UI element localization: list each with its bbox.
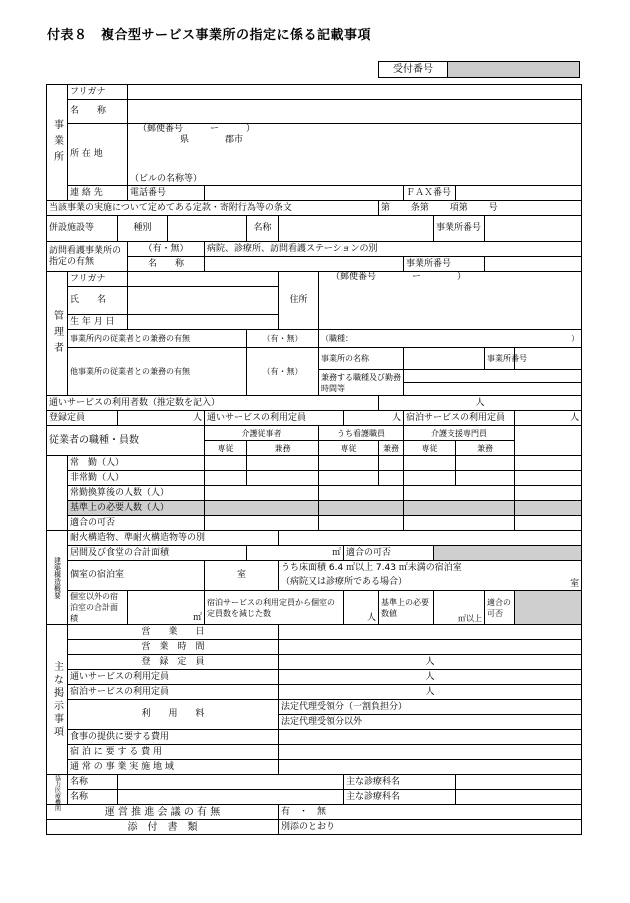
kanrisha-inner-yesno[interactable]: （有・無）	[247, 330, 319, 348]
manager-part: 兼務	[456, 441, 515, 456]
coop-name-field-2[interactable]	[118, 790, 344, 805]
kanrisha-office-name-label: 事業所の名称	[319, 348, 404, 370]
staff-cell[interactable]	[319, 471, 379, 486]
nurse-part: 兼務	[379, 441, 404, 456]
jigyosho-postal: （郵便番号 ー ）	[138, 124, 256, 134]
heisetsu-label: 併設施設等	[47, 216, 118, 242]
care-full: 専従	[205, 441, 247, 456]
kayoi-cap-unit: 人	[391, 412, 401, 423]
kanrisha-duty-job-label: 兼務する職種及び勤務時間等	[319, 370, 404, 396]
coop-name-label-1: 名称	[68, 775, 118, 790]
staff-cell[interactable]	[247, 456, 319, 471]
kanrisha-other-duty-label: 他事業所の従業者との兼務の有無	[68, 348, 247, 396]
staff-cell[interactable]	[205, 456, 247, 471]
jigyosho-furigana-field[interactable]	[128, 85, 582, 100]
posting-kayoi-unit: 人	[425, 671, 435, 682]
reg-cap-label: 登録定員	[47, 411, 118, 426]
kanrisha-office-name-field[interactable]	[404, 348, 485, 370]
receipt-number-label: 受付番号	[379, 62, 448, 77]
area-unit: ㎡	[331, 547, 341, 558]
jigyosho-fax-label: ＦＡＸ番号	[404, 186, 456, 201]
kanrisha-inner-duty-label: 事業所内の従業者との兼務の有無	[68, 330, 247, 348]
posting-proxy1: 法定代理受領分（一割負担分）	[279, 700, 582, 715]
coop-header: 協力医療機関	[47, 775, 68, 805]
council-label: 運 営 推 進 会 議 の 有 無	[47, 805, 279, 820]
kanrisha-position-label: （職種：	[321, 334, 353, 343]
staff-cell[interactable]	[205, 501, 319, 516]
staff-cell[interactable]	[404, 471, 456, 486]
hospital-note: （病院又は診療所である場合）	[279, 576, 485, 591]
staff-row-label: 常勤換算後の人数（人）	[68, 486, 205, 501]
staff-cell[interactable]	[404, 516, 515, 531]
coop-name-label-2: 名称	[68, 790, 118, 805]
articles-field[interactable]	[379, 201, 582, 216]
staff-cell[interactable]	[205, 486, 319, 501]
staff-cell[interactable]	[319, 456, 379, 471]
kanrisha-other-yesno[interactable]: （有・無）	[247, 348, 319, 396]
council-yesno[interactable]: 有 ・ 無	[279, 805, 582, 820]
staff-cell[interactable]	[205, 471, 247, 486]
posting-days: 営 業 日	[68, 625, 279, 640]
coop-dept-label-1: 主な診療科名	[344, 775, 456, 790]
posting-proxy2: 法定代理受領分以外	[279, 715, 582, 730]
shuku-cap-unit: 人	[570, 412, 580, 423]
staff-blank	[515, 426, 582, 456]
posting-reg-field[interactable]	[279, 655, 582, 670]
posting-shuku-field[interactable]	[279, 685, 582, 700]
posting-fee: 利 用 料	[68, 700, 279, 730]
staff-cell[interactable]	[404, 486, 515, 501]
houmon-number-field[interactable]	[485, 257, 582, 272]
staff-label: 従業者の職種・員数	[47, 426, 205, 456]
attach-value: 別添のとおり	[279, 820, 582, 835]
articles-label: 当該事業の実施について定めてある定款・寄附行為等の条文	[47, 201, 379, 216]
floor-area-unit: 室	[570, 579, 580, 589]
jigyosho-pref-city: 県 郡市	[180, 135, 244, 145]
posting-reg-unit: 人	[425, 656, 435, 667]
posting-reg: 登 録 定 員	[68, 655, 279, 670]
floor-area-label: うち床面積 6.4 ㎡以上 7.43 ㎡未満の宿泊室	[279, 561, 582, 576]
kanrisha-duty-job-field-2[interactable]	[404, 383, 582, 396]
private-room-unit: 室	[236, 570, 246, 580]
manager-full: 専従	[404, 441, 456, 456]
staff-cell[interactable]	[205, 516, 319, 531]
posting-shuku: 宿泊サービスの利用定員	[68, 685, 279, 700]
staff-row-label: 非常勤（人）	[68, 471, 205, 486]
heisetsu-number-field[interactable]	[485, 216, 582, 242]
articles-dai: 第	[381, 202, 391, 213]
posting-kayoi: 通いサービスの利用定員	[68, 670, 279, 685]
houmon-label: 訪問看護事業所の指定の有無	[47, 242, 128, 272]
receipt-number-box	[378, 61, 580, 78]
articles-go: 号	[488, 202, 498, 213]
ok2-label: 適合の可否	[485, 591, 515, 625]
staff-cell[interactable]	[404, 501, 515, 516]
receipt-number-field[interactable]	[448, 62, 579, 77]
heisetsu-name-field[interactable]	[279, 216, 434, 242]
staff-cell[interactable]	[319, 486, 404, 501]
houmon-yesno[interactable]: （有・無）	[128, 242, 205, 257]
posting-meal: 食事の提供に要する費用	[68, 730, 279, 745]
coop-dept-field-1[interactable]	[456, 775, 582, 790]
staff-manager-header: 介護支援専門員	[404, 426, 515, 441]
houmon-name-field[interactable]	[205, 257, 404, 272]
other-area-field[interactable]	[128, 591, 205, 625]
area-field[interactable]	[247, 546, 344, 561]
jigyosho-name-label: 名 称	[68, 100, 128, 124]
private-room-label: 個室の宿泊室	[68, 561, 205, 591]
kanrisha-furigana-label: フリガナ	[68, 272, 128, 287]
heisetsu-name-label: 名称	[247, 216, 279, 242]
jigyosho-contact-label: 連 絡 先	[68, 186, 128, 201]
jigyosho-name-field[interactable]	[128, 100, 582, 124]
coop-dept-field-2[interactable]	[456, 790, 582, 805]
coop-name-field-1[interactable]	[118, 775, 344, 790]
staff-cell[interactable]	[247, 471, 319, 486]
jigyosho-building: （ビルの名称等）	[128, 154, 582, 186]
staff-cell[interactable]	[379, 471, 404, 486]
reg-cap-unit: 人	[192, 412, 202, 423]
heisetsu-number-label: 事業所番号	[434, 216, 485, 242]
kanrisha-duty-job-field-1[interactable]	[404, 370, 582, 383]
care-part: 兼務	[247, 441, 319, 456]
standard-unit: ㎡以上	[458, 614, 482, 623]
kanrisha-position-field[interactable]	[319, 330, 582, 348]
kanrisha-name-label: 氏 名	[68, 287, 128, 315]
kayoi-cap-label: 通いサービスの利用定員	[205, 411, 344, 426]
kanrisha-dob-label: 生 年 月 日	[68, 315, 128, 330]
articles-jo: 条第	[410, 202, 429, 213]
staff-cell[interactable]	[456, 456, 515, 471]
ok2-field[interactable]	[515, 591, 582, 625]
shuku-cap-note: 宿泊サービスの利用定員から個室の定員数を減じた数	[205, 591, 344, 625]
kanrisha-office-number-label: 事業所番号	[485, 348, 515, 370]
staff-row-label: 適合の可否	[68, 516, 205, 531]
kanrisha-address-field[interactable]	[319, 272, 582, 330]
jigyosho-furigana-label: フリガナ	[68, 85, 128, 100]
posting-hours: 営 業 時 間	[68, 640, 279, 655]
posting-area-field[interactable]	[279, 760, 582, 775]
jigyosho-tel-label: 電話番号	[128, 186, 205, 201]
area-label: 居間及び食堂の合計面積	[68, 546, 247, 561]
building-header: 建築構造概要	[47, 531, 68, 625]
kanrisha-header: 管理者	[47, 272, 68, 396]
kayoi-cap-field[interactable]	[344, 411, 404, 426]
page-title: 付表８ 複合型サービス事業所の指定に係る記載事項	[47, 28, 372, 43]
posting-days-field[interactable]	[279, 625, 582, 640]
heisetsu-type-label: 種別	[118, 216, 168, 242]
posting-kayoi-field[interactable]	[279, 670, 582, 685]
staff-cell[interactable]	[379, 456, 404, 471]
standard-label: 基準上の必要数値	[379, 591, 434, 625]
other-area-unit: ㎡	[192, 613, 202, 623]
private-room-field[interactable]	[205, 561, 279, 591]
floor-area-field[interactable]	[485, 576, 582, 591]
articles-ko: 項第	[449, 202, 468, 213]
shuku-cap-field[interactable]	[515, 411, 582, 426]
houmon-name-label: 名 称	[128, 257, 205, 272]
area-ok-field[interactable]	[434, 546, 582, 561]
jigyosho-tel-field[interactable]	[205, 186, 404, 201]
staff-row-label: 基準上の必要人数（人）	[68, 501, 205, 516]
users-label: 通いサービスの利用者数（推定数を記入）	[47, 396, 379, 411]
posting-stay: 宿 泊 に 要 す る 費 用	[68, 745, 279, 760]
users-field[interactable]	[379, 396, 582, 411]
kanrisha-close-paren: ）	[571, 334, 580, 343]
kanrisha-furigana-field[interactable]	[128, 272, 279, 287]
staff-nurse-header: うち看護職員	[319, 426, 404, 441]
other-area-label: 個室以外の宿泊室の合計面積	[68, 591, 128, 625]
kanrisha-dob-field[interactable]	[128, 315, 279, 330]
posting-hours-field[interactable]	[279, 640, 582, 655]
fireproof-label: 耐火構造物、準耐火構造物等の別	[68, 531, 279, 546]
jigyosho-header: 事業所	[47, 85, 68, 201]
staff-row-label: 常 勤（人）	[68, 456, 205, 471]
jigyosho-address-field[interactable]	[128, 124, 582, 154]
nurse-full: 専従	[319, 441, 379, 456]
form-table	[46, 84, 582, 835]
posting-area: 通 常 の 事 業 実 施 地 域	[68, 760, 279, 775]
jigyosho-address-label: 所 在 地	[68, 124, 128, 186]
staff-cell[interactable]	[319, 516, 404, 531]
posting-shuku-unit: 人	[425, 686, 435, 697]
shuku-cap-note-field[interactable]	[344, 591, 379, 625]
kanrisha-address-label: 住所	[279, 272, 319, 330]
attach-label: 添 付 書 類	[47, 820, 279, 835]
houmon-number-label: 事業所番号	[404, 257, 485, 272]
kanrisha-name-field[interactable]	[128, 287, 279, 315]
staff-care-header: 介護従事者	[205, 426, 319, 441]
shuku-cap-note-unit: 人	[366, 613, 376, 623]
jigyosho-fax-field[interactable]	[456, 186, 582, 201]
users-unit: 人	[475, 397, 485, 408]
fireproof-field[interactable]	[279, 531, 582, 546]
posting-header: 主な掲示事項	[47, 625, 68, 775]
houmon-kind: 病院、診療所、訪問看護ステーションの別	[205, 242, 582, 257]
standard-field[interactable]	[434, 591, 485, 625]
staff-cell[interactable]	[456, 471, 515, 486]
posting-stay-field[interactable]	[279, 745, 582, 760]
coop-dept-label-2: 主な診療科名	[344, 790, 456, 805]
posting-meal-field[interactable]	[279, 730, 582, 745]
staff-cell[interactable]	[319, 501, 404, 516]
reg-cap-field[interactable]	[118, 411, 205, 426]
kanrisha-postal: （郵便番号 ー ）	[331, 272, 467, 282]
shuku-cap-label: 宿泊サービスの利用定員	[404, 411, 515, 426]
area-ok-label: 適合の可否	[344, 546, 434, 561]
staff-cell[interactable]	[404, 456, 456, 471]
heisetsu-type-field[interactable]	[168, 216, 247, 242]
